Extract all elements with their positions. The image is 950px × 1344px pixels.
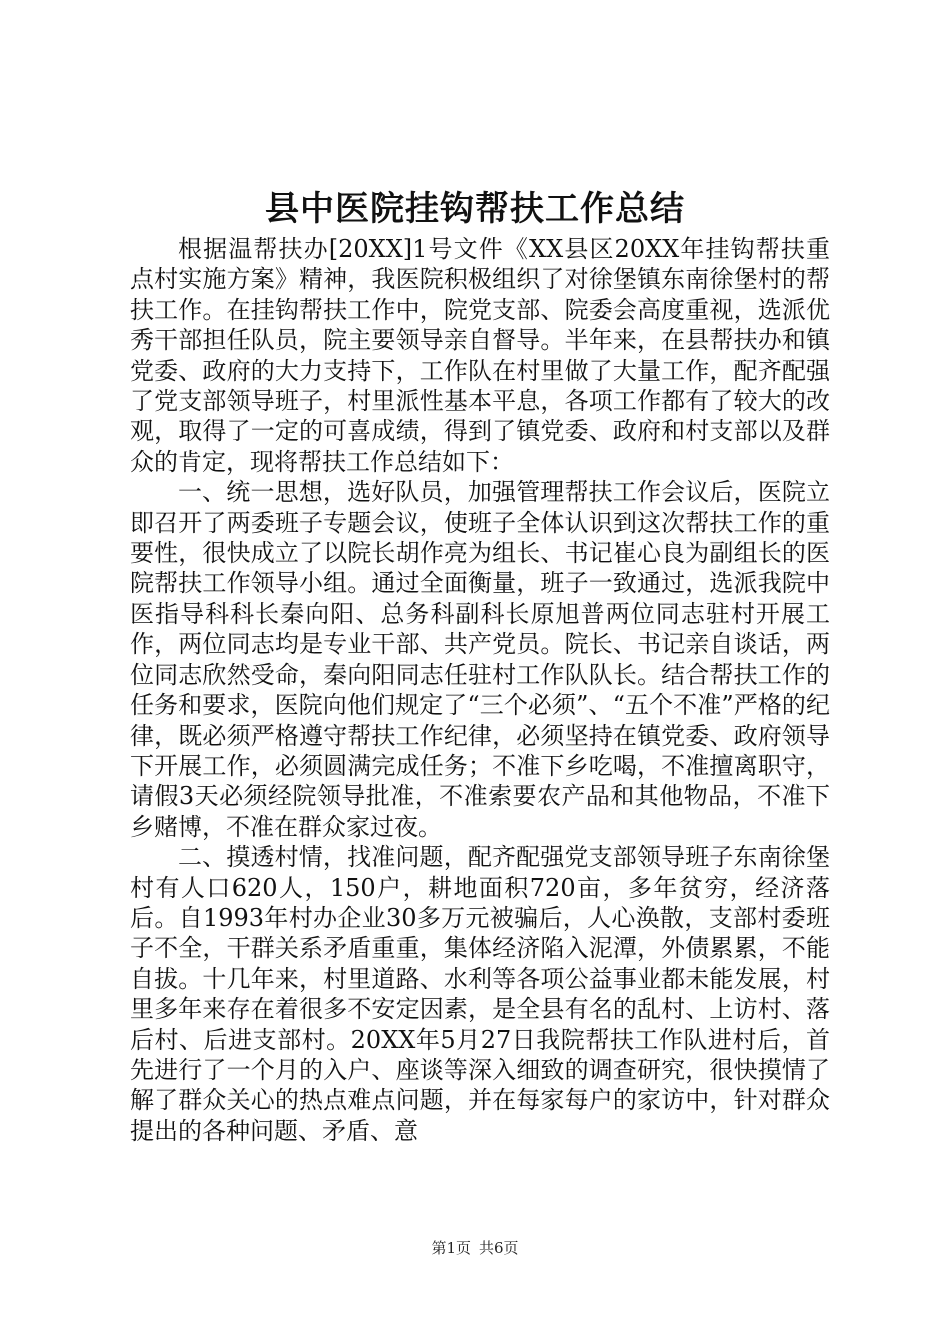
page-total: 共6页 — [479, 1239, 519, 1257]
paragraph-section-1: 一、统一思想，选好队员，加强管理帮扶工作会议后，医院立即召开了两委班子专题会议，使班子全体认识到这次帮扶工作的重要性，很快成立了以院长胡作亮为组长、书记崔心良为副组长的医院帮扶工作领导小组。通过全面衡量，班子一致通过，选派我院中医指导科科长秦向阳、总务科副科长原旭普两位同志驻村开展工作，两位同志均是专业干部、共产党员。院长、书记亲自谈话，两位同志欣然受命，秦向阳同志任驻村工作队队长。结合帮扶工作的任务和要求，医院向他们规定了“三个必须”、“五个不准”严格的纪律，既必须严格遵守帮扶工作纪律，必须坚持在镇党委、政府领导下开展工作，必须圆满完成任务；不准下乡吃喝，不准擅离职守，请假3天必须经院领导批准，不准索要农产品和其他物品，不准下乡赌博，不准在群众家过夜。 — [130, 478, 830, 841]
paragraph-section-2: 二、摸透村情，找准问题，配齐配强党支部领导班子东南徐堡村有人口620人，150户，耕地面积720亩，多年贫穷，经济落后。自1993年村办企业30多万元被骗后，人心涣散，支部村委班子不全，干群关系矛盾重重，集体经济陷入泥潭，外债累累，不能自拔。十几年来，村里道路、水利等各项公益事业都未能发展，村里多年来存在着很多不安定因素，是全县有名的乱村、上访村、落后村、后进支部村。20XX年5月27日我院帮扶工作队进村后，首先进行了一个月的入户、座谈等深入细致的调查研究，很快摸情了解了群众关心的热点难点问题，并在每家每户的家访中，针对群众提出的各种问题、矛盾、意 — [130, 843, 830, 1145]
document-body — [130, 234, 830, 1146]
paragraph-intro: 根据温帮扶办[20XX]1号文件《XX县区20XX年挂钩帮扶重点村实施方案》精神，我医院积极组织了对徐堡镇东南徐堡村的帮扶工作。在挂钩帮扶工作中，院党支部、院委会高度重视，选派优秀干部担任队员，院主要领导亲自督导。半年来，在县帮扶办和镇党委、政府的大力支持下，工作队在村里做了大量工作，配齐配强了党支部领导班子，村里派性基本平息，各项工作都有了较大的改观，取得了一定的可喜成绩，得到了镇党委、政府和村支部以及群众的肯定，现将帮扶工作总结如下： — [130, 235, 830, 476]
page-number: 第1页 — [431, 1239, 471, 1257]
page-title: 县中医院挂钩帮扶工作总结 — [265, 189, 685, 229]
page-footer — [0, 1238, 950, 1258]
